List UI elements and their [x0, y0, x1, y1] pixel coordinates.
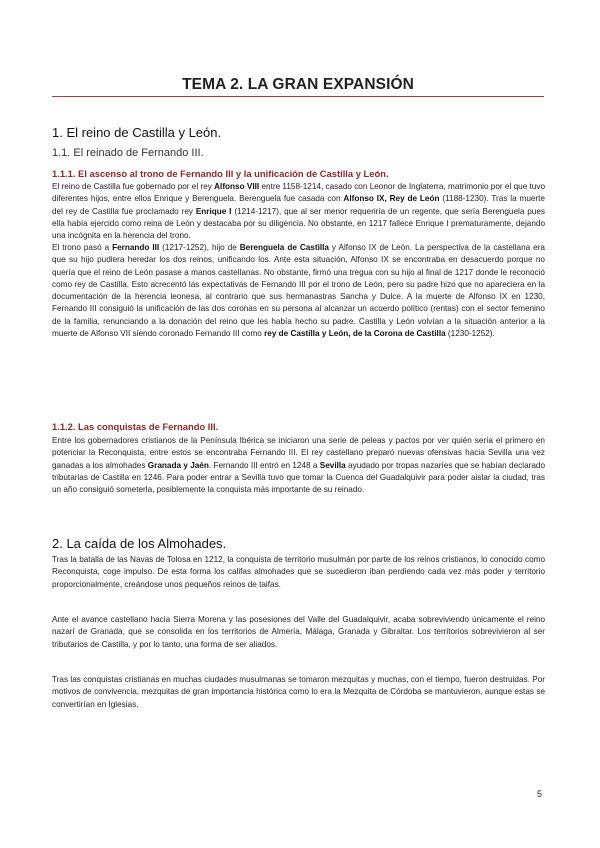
paragraph-2-a: Tras la batalla de las Navas de Tolosa en 1212, la conquista de territorio musulmán por parte de los reinos cristianos, lo conocido como Reconquista, coge impulso. De esta forma los califas almohades que se sucedieron iban perdiendo cada vez más poder y territorio proporcionalmente, creándose unos pequeños reinos de taifas.	[52, 555, 545, 589]
title-divider	[52, 96, 544, 97]
page-number: 5	[537, 789, 543, 799]
section-2-heading: 2. La caída de los Almohades.	[52, 536, 227, 551]
paragraph-1-1-2: Entre los gobernadores cristianos de la Península Ibérica se iniciaron una serie de peleas y pactos por ver quién sería el primero en potenciar la Reconquista, entre estos se encontraba Fernando III. El rey castellano preparó nuevas ofensivas hacia Sevilla una vez ganadas a los almohades Granada y Jaén. Fernando III entró en 1248 a Sevilla ayudado por tropas nazaríes que se habían declarado tributarias de Castilla en 1246. Para poder entrar a Sevilla tuvo que tomar la Cuenca del Guadalquivir para poder aislar la ciudad, tras un año consiguió someterla, posiblemente la conquista más importante de su reinado.	[52, 436, 546, 495]
paragraph-1-1-1-b: El trono pasó a Fernando III (1217-1252), hijo de Berenguela de Castilla y Alfonso IX de León. La perspectiva de la castellana era que su hijo pudiera heredar los dos reinos, unificando los. Ante esta situación, Alfonso IX se encontraba en desacuerdo porque no quería que el reino de León pasase a manos castellanas. No obstante, firmó una tregua con su hijo al final de 1217 donde le reconoció como rey de Castilla. Esto acrecentó las expectativas de Fernando III por el trono de León, pero su padre hizo que no apareciera en la documentación de la herencia leonesa, al contrario que sus hermanastras Sancha y Dulce. A la muerte de Alfonso IX en 1230, Fernando III consiguió la unificación de las dos coronas en su persona al alcanzar un acuerdo político (rentas) con el sector femenino de la familia, renunciando a la donación del reino que les había hecho su padre. Castilla y León volvían a la situación anterior a la muerte de Alfonso VII siendo coronado Fernando III como rey de Castilla y León, de la Corona de Castilla (1230-1252).	[52, 243, 545, 339]
subsection-1-1-heading: 1.1. El reinado de Fernando III.	[52, 147, 204, 159]
paragraph-1-1-1-a: El reino de Castilla fue gobernado por el rey Alfonso VIII entre 1158-1214, casado con Leonor de Inglaterra, matrimonio por el que tuvo diferentes hijos, entre ellos Enrique y Berenguela. Berenguela fue casada con Alfonso IX, Rey de León (1188-1230). Tras la muerte del rey de Castilla fue proclamado rey Enrique I (1214-1217), que al ser menor requeriría de un regente, que sería Berenguela pues ella había ejercido como reina de León y destacaba por su diligencia. No obstante, en 1217 fallece Enrique I prematuramente, dejando una incógnita en la herencia del trono.	[52, 182, 546, 241]
subsection-1-1-1-heading: 1.1.1. El ascenso al trono de Fernando III y la unificación de Castilla y León.	[52, 168, 389, 179]
paragraph-2-c: Tras las conquistas cristianas en muchas ciudades musulmanas se tomaron mezquitas y muchas, con el tiempo, fueron destruidas. Por motivos de convivencia, mezquitas de gran importancia histórica como lo era la Mezquita de Córdoba se mantuvieron, aunque estas se convertirían en Iglesias.	[52, 675, 545, 709]
subsection-1-1-2-heading: 1.1.2. Las conquistas de Fernando III.	[52, 421, 219, 432]
section-1-heading: 1. El reino de Castilla y León.	[52, 125, 222, 140]
paragraph-2-b: Ante el avance castellano hacia Sierra Morena y las posesiones del Valle del Guadalquivir, acaba sobreviviendo únicamente el reino nazarí de Granada, que se consolida en los territorios de Almería, Málaga, Granada y Gibraltar. Los territorios sobrevivieron al ser tributarios de Castilla, y por lo tanto, una forma de ser aliados.	[52, 615, 545, 649]
page-title: TEMA 2. LA GRAN EXPANSIÓN	[182, 76, 414, 93]
